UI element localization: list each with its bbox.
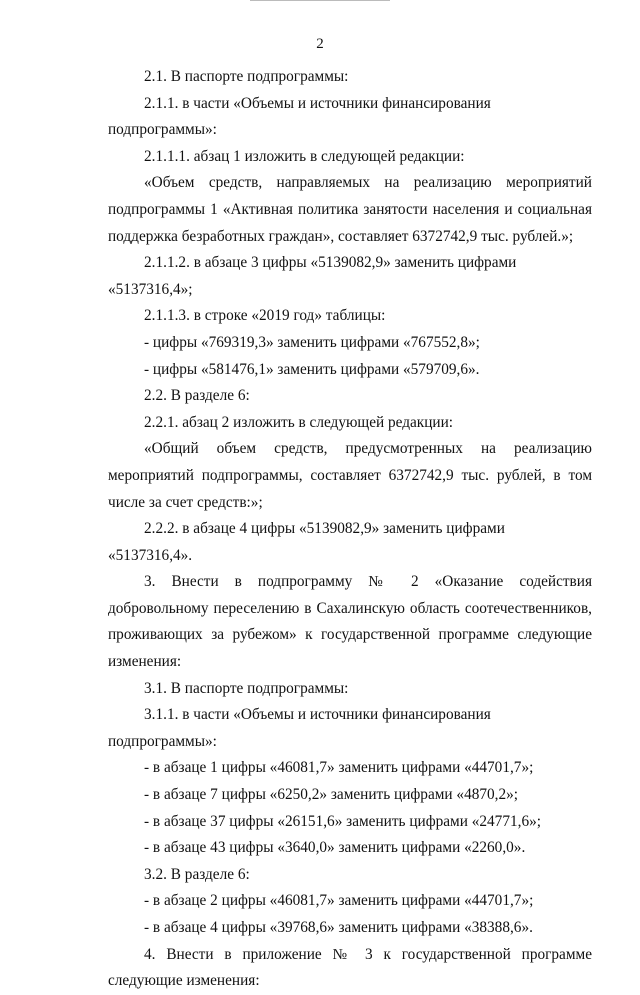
paragraph: - в абзаце 1 цифры «46081,7» заменить цифрами «44701,7»; (144, 759, 534, 777)
scan-edge-line (250, 0, 390, 1)
paragraph: 3.1. В паспорте подпрограммы: (144, 679, 349, 697)
paragraph: - в абзаце 43 цифры «3640,0» заменить цифрами «2260,0». (144, 839, 526, 857)
paragraph: - в абзаце 37 цифры «26151,6» заменить цифрами «24771,6»; (144, 812, 541, 830)
paragraph: «Объем средств, направляемых на реализацию мероприятий подпрограммы 1 «Активная политика занятости населения и социальная поддержка безработных граждан», составляет 6372742,9 тыс. рублей.»; (108, 174, 592, 245)
paragraph: 4. Внести в приложение № 3 к государственной программе следующие изменения: (108, 945, 592, 990)
paragraph: 2.1.1.2. в абзаце 3 цифры «5139082,9» заменить цифрами «5137316,4»; (108, 254, 517, 298)
paragraph: 2.1.1.1. абзац 1 изложить в следующей редакции: (144, 147, 465, 165)
paragraph: 2.1.1.3. в строке «2019 год» таблицы: (144, 307, 386, 325)
paragraph: - цифры «769319,3» заменить цифрами «767552,8»; (144, 333, 480, 351)
paragraph: 2.2. В разделе 6: (144, 387, 250, 405)
paragraph: - в абзаце 4 цифры «39768,6» заменить цифрами «38388,6». (144, 919, 533, 936)
paragraph: - цифры «581476,1» заменить цифрами «579709,6». (144, 360, 480, 378)
paragraph: 2.1. В паспорте подпрограммы: (144, 68, 349, 85)
paragraph: - в абзаце 2 цифры «46081,7» заменить цифрами «44701,7»; (144, 892, 534, 910)
document-body (108, 64, 592, 995)
paragraph: «Общий объем средств, предусмотренных на реализацию мероприятий подпрограммы, составляет 6372742,9 тыс. рублей, в том числе за счет средств:»; (108, 440, 592, 511)
paragraph: 3.2. В разделе 6: (144, 865, 250, 883)
paragraph: 3. Внести в подпрограмму № 2 «Оказание содействия добровольному переселению в Сахалинскую область соотечественников, проживающих за рубежом» к государственной программе следующие изменения: (108, 573, 592, 671)
paragraph: 3.1.1. в части «Объемы и источники финансирования подпрограммы»: (108, 706, 491, 750)
paragraph: 2.2.2. в абзаце 4 цифры «5139082,9» заменить цифрами «5137316,4». (108, 520, 505, 564)
page-number: 2 (316, 36, 324, 52)
paragraph: - в абзаце 7 цифры «6250,2» заменить цифрами «4870,2»; (144, 786, 519, 804)
paragraph: 2.2.1. абзац 2 изложить в следующей редакции: (144, 413, 454, 431)
paragraph: 2.1.1. в части «Объемы и источники финансирования подпрограммы»: (108, 94, 491, 139)
